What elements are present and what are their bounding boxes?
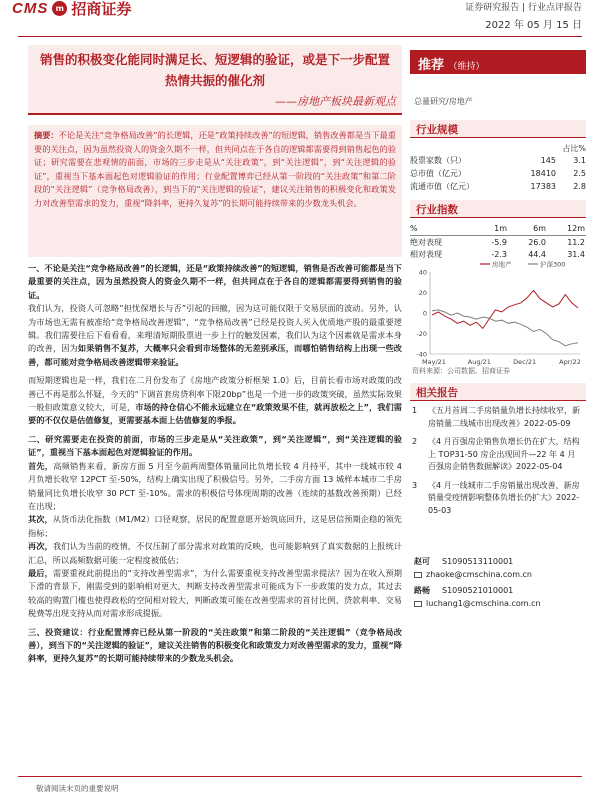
perf-value: 44.4 <box>528 249 546 259</box>
chart-source: 资料来源：公司数据、招商证券 <box>412 367 510 375</box>
analyst-email-row <box>414 598 584 611</box>
scale-heading: 行业规模 <box>410 120 586 138</box>
analyst-code: S1090513110001 <box>442 557 514 566</box>
y-tick-label: -20 <box>416 330 427 338</box>
section-2-heading: 二、研究需要走在投资的前面，市场的三步走是从“关注政策”，到“关注逻辑”，到“关注逻辑的验证”，重视当下基本面起色对逻辑验证的作用。 <box>28 433 402 458</box>
related-report-num: 3 <box>412 480 418 490</box>
analyst-email[interactable]: zhaoke@cmschina.com.cn <box>426 569 532 579</box>
scale-table <box>410 143 586 193</box>
analyst-block <box>414 556 584 610</box>
section-1b-highlight: 市场的持仓信心不能永远建立在“政策效果不佳，就再放松之上”，我们需要的不仅仅是估值修复，更需要基本面上估值修复的季报。 <box>28 402 402 426</box>
perf-header: 1m <box>494 223 507 233</box>
index-heading: 行业指数 <box>410 200 586 218</box>
abstract-text: 不论是关注“竞争格局改善”的长逻辑，还是“政策持续改善”的短逻辑，销售改善都是当下最重要的关注点，因为虽然投资人的资金久期不一样，但共同点在于各自的逻辑都需要得到销售起色的验证；研究需要在悲观情的前面，市场的三步走是从“关注政策”，到“关注逻辑”，到“关注逻辑的验证”，重视当下基本面起色对逻辑验证的作用；行业配置博弈已经从第一阶段的“关注政策”和第二阶段的“关注逻辑”（竞争格局改善），到当下的“关注逻辑的验证”，建议关注销售的积极变化和政策发力对改善型需求的发力，重视“降斜率，更持久复苏”的长期可能持续带来的少数龙头机会。 <box>34 130 396 208</box>
report-body <box>28 262 402 671</box>
mail-icon <box>414 572 422 578</box>
index-chart <box>410 258 586 370</box>
section-1-heading: 一、不论是关注“竞争格局改善”的长逻辑，还是“政策持续改善”的短逻辑，销售是否改善可能都是当下最重要的关注点，因为虽然投资人的资金久期不一样，但共同点在于各自的逻辑都需要得到销售的验证。 <box>28 263 402 300</box>
related-report-num: 1 <box>412 406 418 415</box>
scale-share: 3.1 <box>573 156 586 165</box>
rating-badge <box>410 50 586 74</box>
analyst-email[interactable]: luchang1@cmschina.com.cn <box>426 598 541 608</box>
legend-label: 房地产 <box>492 260 512 269</box>
y-tick-label: -40 <box>416 350 427 359</box>
scale-value: 17383 <box>530 182 556 191</box>
perf-label: 相对表现 <box>410 249 442 259</box>
perf-header: 6m <box>533 223 546 233</box>
x-tick-label: Dec/21 <box>513 358 537 366</box>
scale-unit: 占比% <box>562 144 586 153</box>
scale-row <box>410 154 586 167</box>
point-first-label: 首先， <box>28 460 54 471</box>
section-1b <box>28 374 402 428</box>
company-name: 招商证券 <box>71 0 132 18</box>
footer-note: 敬请阅读末页的重要说明 <box>36 784 119 793</box>
perf-value: 31.4 <box>567 249 585 259</box>
section-2 <box>28 433 402 621</box>
abstract-box <box>28 125 402 257</box>
x-tick-label: May/21 <box>422 358 446 366</box>
y-tick-label: 20 <box>418 289 427 297</box>
scale-share: 2.5 <box>573 169 586 178</box>
point-first-text: 高频销售来看，新房方面 5 月至今前两周整体销量同比负增长较 4 月持平，其中一线城市较 4 月负增长收窄 12PCT 至-50%，结构上确实出现了积极信号。另外，二手房方面 13 城样本城市二手房销量同比负增长收窄 30 PCT 至-10%。需求的积极信号体现周期的改善（连续的基数改善预期）已经在出现； <box>28 460 402 511</box>
logo-text: CMS <box>12 0 49 17</box>
x-tick-label: Apr/22 <box>559 358 581 366</box>
scale-share: 2.8 <box>573 182 586 191</box>
perf-value: -5.9 <box>491 237 507 247</box>
section-1-text: 我们认为，投资人可忽略“担忧保增长与否”引起的回撤，因为这可能仅限于交易层面的波动。另外，认为市场也无需有被准给“竞争格局改善逻辑”，“竞争格局改善”已经是投资人买入优质地产股的最重要逻辑。我们需要往后下看看看，来理清短期股票进一步上行的触发因素，我们认为这个因素就是需求本身的改善，因为 <box>28 303 402 354</box>
analyst-name: 路畅 <box>414 586 430 595</box>
scale-label: 股票家数（只） <box>410 156 466 165</box>
title-box <box>28 45 402 115</box>
abstract-lead: 摘要： <box>34 130 59 140</box>
mail-icon <box>414 601 422 607</box>
analyst-name: 赵可 <box>414 557 430 566</box>
scale-value: 18410 <box>530 169 556 178</box>
point-last-text: 需要重视此前提出的“支持改善型需求”，为什么需要重视支持改善型需求提法？因为在收入预期下滑的背景下，刚需受到的影响相对更大，判断支持改善型需求可能成为下一步政策的发力点，其过去较高的购置门槛也使得政松的空间相对较大，判断政策可能在改善型需求的首付比例、贷款利率、交易税费等出现支持从而对需求形成提振。 <box>28 567 402 619</box>
section-1-highlight: 如果销售不复苏，大概率只会看到市场整体的无差别承压，而哪怕销售结构上出现一些改善，都可能对竞争格局改善逻辑带来验证。 <box>28 343 402 367</box>
perf-row <box>410 236 586 248</box>
company-logo <box>12 0 131 16</box>
scale-label: 流通市值（亿元） <box>410 182 474 191</box>
report-date: 2022 年 05 月 15 日 <box>485 20 582 31</box>
x-tick-label: Aug/21 <box>467 358 491 366</box>
related-heading: 相关报告 <box>410 383 586 401</box>
logo-badge-icon: m <box>52 1 67 16</box>
scale-row <box>410 180 586 193</box>
related-report-list <box>412 405 582 523</box>
report-type: 证券研究报告 | 行业点评报告 <box>465 3 582 13</box>
header-divider <box>18 36 582 37</box>
series-line-real-estate <box>432 290 578 328</box>
section-1b-text: 而短期逻辑也是一样，我们在二月份发布了《房地产政策分析框架 1.0》后，目前长看市场对政策的改善已不再是那么怀疑，今天的“下调首套房贷利率下限20bp”也是一个进一步的政策突破，虽然实际效果一般但政策意义较大，可是， <box>28 375 402 413</box>
industry-label: 总量研究/房地产 <box>414 97 473 106</box>
analyst-code: S1090521010001 <box>442 586 514 595</box>
perf-header: 12m <box>567 223 585 233</box>
related-report-text[interactable]: 《4 月百强房企销售负增长仍在扩大，结构上 TOP31-50 房企出现回升—22 年 4 月百强房企销售数据解读》2022-05-04 <box>428 437 580 471</box>
point-second-label: 其次， <box>28 514 53 525</box>
footer-divider <box>18 776 582 777</box>
point-last-label: 最后， <box>28 567 53 578</box>
related-report-item[interactable] <box>412 405 582 430</box>
analyst-email-row <box>414 569 584 582</box>
legend-label: 沪深300 <box>540 260 566 269</box>
related-report-num: 2 <box>412 437 418 446</box>
perf-table <box>410 222 586 260</box>
y-tick-label: 0 <box>422 309 427 318</box>
rating-label: 推荐 <box>418 58 445 73</box>
analyst-row <box>414 585 584 598</box>
y-tick-label: 40 <box>418 268 427 277</box>
perf-label: 绝对表现 <box>410 237 442 247</box>
scale-row <box>410 167 586 180</box>
point-second-text: 从货币法化指数（M1/M2）口径观察，居民的配置意愿开始筑底回升，这是居信预期企稳的领先指标； <box>28 514 402 538</box>
analyst-row <box>414 556 584 569</box>
report-title: 销售的积极变化能同时满足长、短逻辑的验证，或是下一步配置热情共振的催化剂 <box>39 52 390 88</box>
perf-value: 26.0 <box>528 237 546 247</box>
related-report-item[interactable] <box>412 480 582 518</box>
perf-value: -2.3 <box>491 249 507 259</box>
report-subtitle: ——房地产板块最新观点 <box>275 95 396 108</box>
scale-label: 总市值（亿元） <box>410 169 466 178</box>
section-1 <box>28 262 402 369</box>
header-meta <box>465 0 582 31</box>
point-third-label: 再次， <box>28 541 53 552</box>
series-line-csi300 <box>432 310 578 346</box>
perf-header-unit: % <box>410 223 418 233</box>
perf-value: 11.2 <box>567 237 585 247</box>
point-third-text: 我们认为当前的疫情，不仅压制了部分需求对政策的反映，也可能影响到了真实数据的上报统计汇总，所以高频数据可能一定程度被低估； <box>28 541 402 565</box>
section-3-heading: 三、投资建议：行业配置博弈已经从第一阶段的“关注政策”和第二阶段的“关注逻辑”（竞争格局改善），到当下的“关注逻辑的验证”，建议关注销售的积极变化和政策发力对改善型需求的发力，重视“降斜率，更持久复苏”的长期可能持续带来的少数龙头机会。 <box>28 626 402 664</box>
section-3 <box>28 626 402 666</box>
perf-header-row <box>410 222 586 234</box>
rating-sub: （维持） <box>448 62 485 72</box>
related-report-item[interactable] <box>412 436 582 474</box>
scale-value: 145 <box>540 156 556 165</box>
related-report-text[interactable]: 《五月首周二手房销量负增长持续收窄，新房销量二线城市出现改善》2022-05-09 <box>428 406 580 428</box>
related-report-text[interactable]: 《4 月一线城市二手房销量出现改善，新房销量受疫情影响整体负增长仍扩大》2022-05-03 <box>428 480 580 515</box>
